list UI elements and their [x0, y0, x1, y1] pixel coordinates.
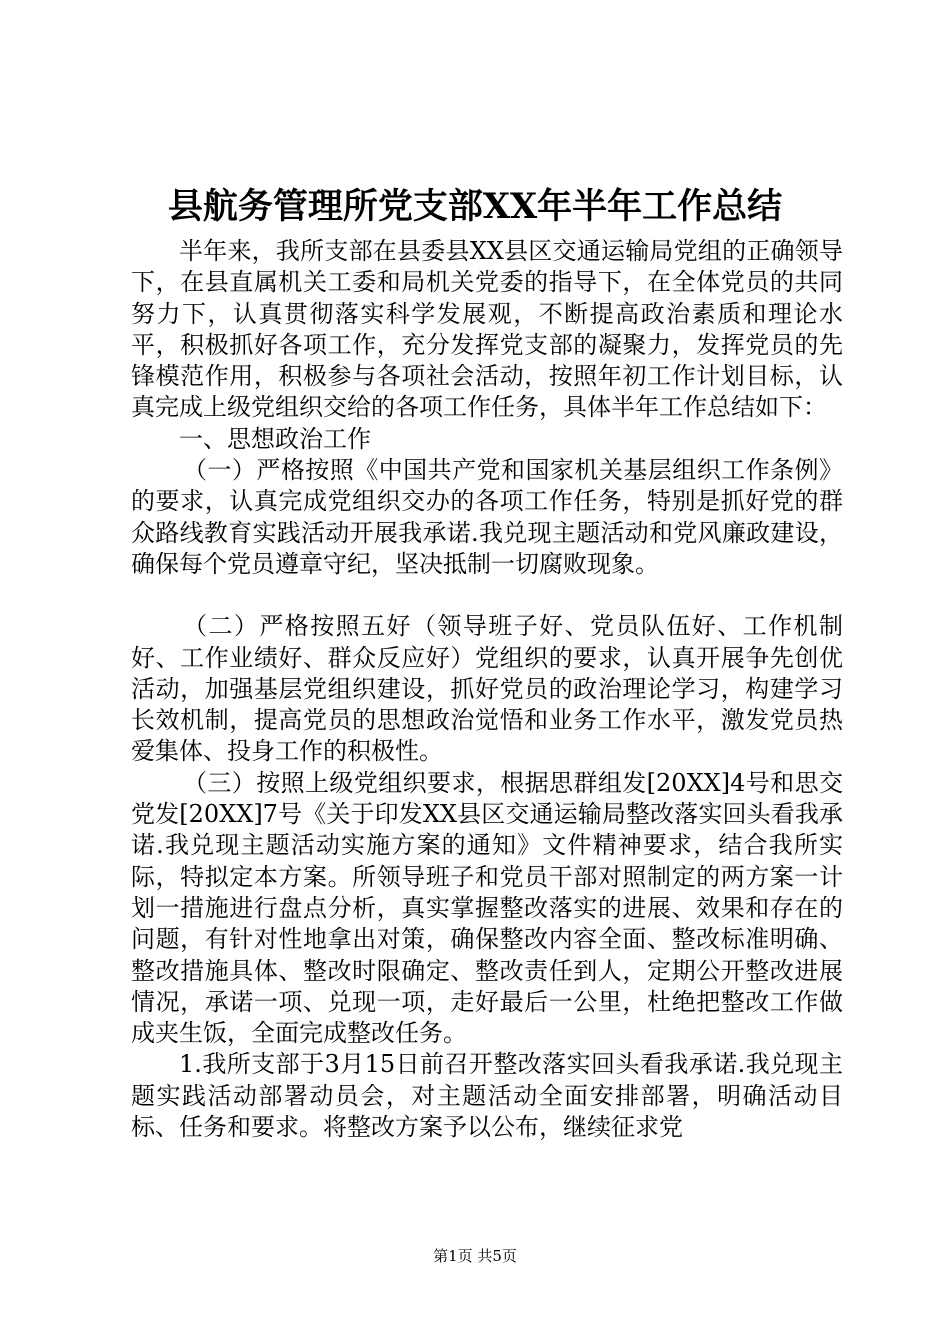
paragraph-item-3: （三）按照上级党组织要求，根据思群组发[20XX]4号和思交党发[20XX]7号《关于印发XX县区交通运输局整改落实回头看我承诺.我兑现主题活动实施方案的通知》文件精神要求，结合我所实际，特拟定本方案。所领导班子和党员干部对照制定的两方案一计划一措施进行盘点分析，真实掌握整改落实的进展、效果和存在的问题，有针对性地拿出对策，确保整改内容全面、整改标准明确、整改措施具体、整改时限确定、整改责任到人，定期公开整改进展情况，承诺一项、兑现一项，走好最后一公里，杜绝把整改工作做成夹生饭，全面完成整改任务。 [131, 768, 843, 1048]
document-title: 县航务管理所党支部XX年半年工作总结 [167, 186, 783, 227]
paragraph-intro: 半年来，我所支部在县委县XX县区交通运输局党组的正确领导下，在县直属机关工委和局机关党委的指导下，在全体党员的共同努力下，认真贯彻落实科学发展观，不断提高政治素质和理论水平，积极抓好各项工作，充分发挥党支部的凝聚力，发挥党员的先锋模范作用，积极参与各项社会活动，按照年初工作计划目标，认真完成上级党组织交给的各项工作任务，具体半年工作总结如下： [131, 237, 843, 422]
paragraph-numbered-1: 1.我所支部于3月15日前召开整改落实回头看我承诺.我兑现主题实践活动部署动员会，对主题活动全面安排部署，明确活动目标、任务和要求。将整改方案予以公布，继续征求党 [131, 1050, 843, 1142]
section-heading-ideology: 一、思想政治工作 [179, 424, 371, 453]
paragraph-item-1: （一）严格按照《中国共产党和国家机关基层组织工作条例》的要求，认真完成党组织交办的各项工作任务，特别是抓好党的群众路线教育实践活动开展我承诺.我兑现主题活动和党风廉政建设，确保每个党员遵章守纪，坚决抵制一切腐败现象。 [131, 456, 843, 578]
page-number-footer: 第1页 共5页 [433, 1247, 517, 1265]
paragraph-item-2: （二）严格按照五好（领导班子好、党员队伍好、工作机制好、工作业绩好、群众反应好）党组织的要求，认真开展争先创优活动，加强基层党组织建设，抓好党员的政治理论学习，构建学习长效机制，提高党员的思想政治觉悟和业务工作水平，激发党员热爱集体、投身工作的积极性。 [131, 612, 843, 766]
document-body [131, 236, 843, 1143]
